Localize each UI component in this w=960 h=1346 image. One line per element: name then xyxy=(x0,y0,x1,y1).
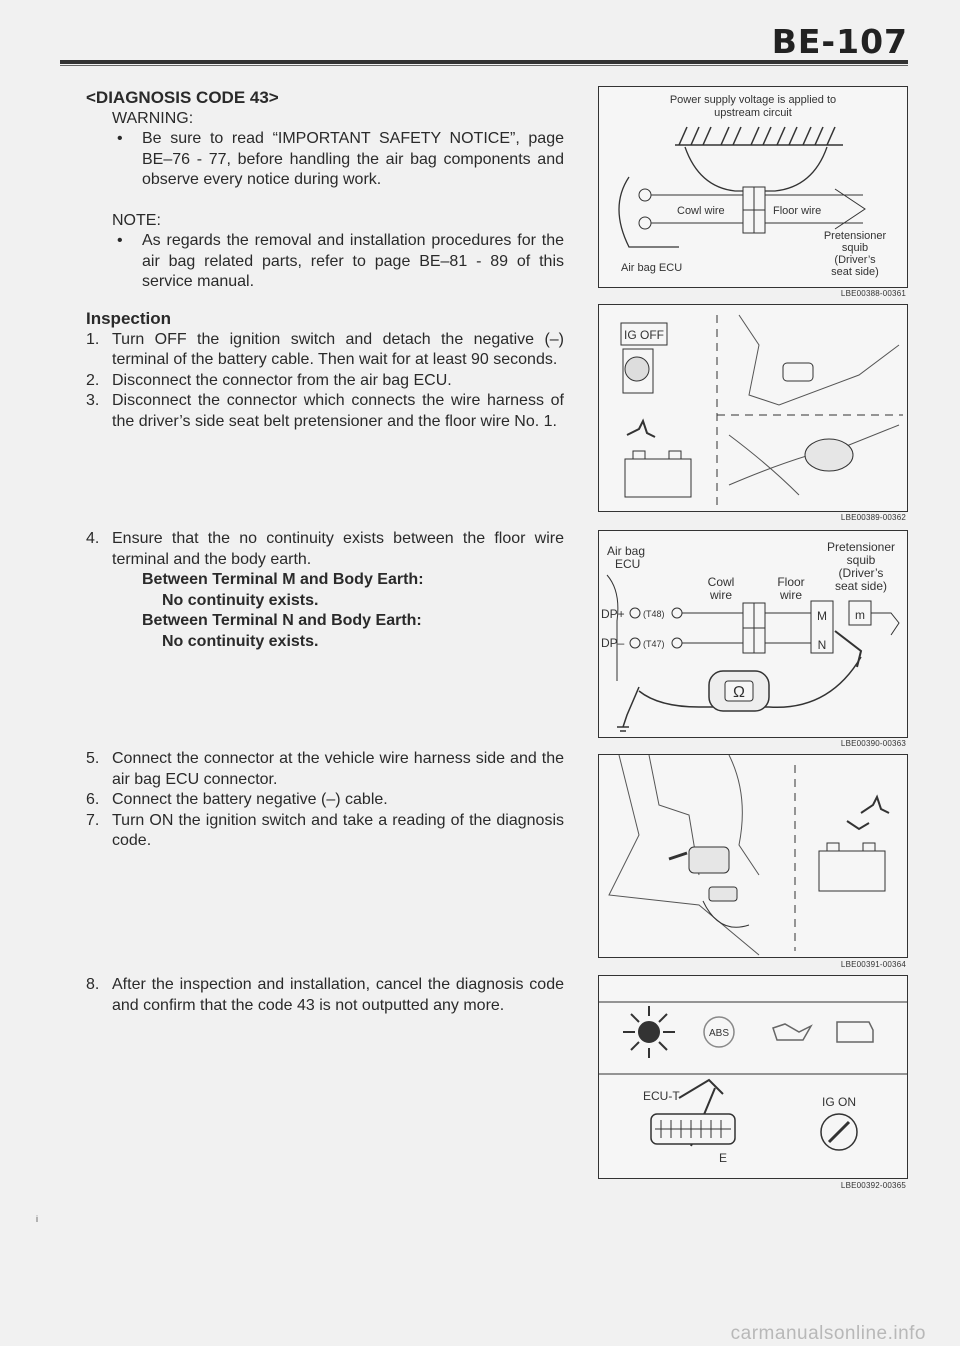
ecu-terminal-upper xyxy=(639,189,651,201)
circuit-overview-diagram xyxy=(599,87,907,287)
ig-off-label: IG OFF xyxy=(624,328,664,342)
figure-code-2: LBE00389-00362 xyxy=(840,513,906,522)
ig-on-illustration xyxy=(599,976,907,1178)
oil-lamp-icon xyxy=(773,1024,811,1040)
cowl-label-1: Cowl xyxy=(707,575,735,589)
ground-probe xyxy=(617,687,639,731)
ecu-outline xyxy=(619,177,679,247)
watermark[interactable]: carmanualsonline.info xyxy=(730,1323,926,1344)
upstream-wire-loop xyxy=(685,147,827,191)
connector-top xyxy=(783,363,813,381)
ohm-symbol: Ω xyxy=(733,684,745,701)
figure-code-3: LBE00390-00363 xyxy=(840,739,906,748)
inspection-section-d xyxy=(86,975,564,1016)
figure-circuit-overview xyxy=(598,86,908,288)
pret-label-3: (Driver’s xyxy=(838,566,884,580)
cowl-wire-label: Cowl wire xyxy=(677,205,725,217)
check-m-result: No continuity exists. xyxy=(162,591,319,609)
figure-code-4: LBE00391-00364 xyxy=(840,960,906,969)
connect-arrow xyxy=(669,853,687,859)
ig-off-illustration xyxy=(599,305,907,511)
pretensioner-label-4: seat side) xyxy=(831,266,879,278)
cable-icon-2 xyxy=(861,797,889,813)
pret-label-1: Pretensioner xyxy=(826,540,896,554)
header-rule xyxy=(60,60,908,66)
figure-code-5: LBE00392-00365 xyxy=(840,1181,906,1190)
pretensioner-label-2: squib xyxy=(841,242,869,254)
power-supply-label-line2: upstream circuit xyxy=(714,107,792,119)
reconnect-illustration xyxy=(599,755,907,957)
cowl-label-2: wire xyxy=(709,588,733,602)
figure-code-1: LBE00388-00361 xyxy=(840,289,906,298)
step-list-b xyxy=(86,529,564,570)
pretensioner-unit xyxy=(805,439,853,471)
terminal-n-label: N xyxy=(817,638,827,652)
step-list-a xyxy=(86,330,564,433)
airbag-ecu-label-1: Air bag xyxy=(607,544,646,558)
dp-plus-label: DP+ xyxy=(601,607,625,621)
figure-ig-on xyxy=(598,975,908,1179)
probe-lead xyxy=(835,631,861,667)
figure-ig-off xyxy=(598,304,908,512)
figure-continuity-check xyxy=(598,530,908,738)
page-number: BE-107 xyxy=(771,22,908,61)
step-1: 1. Turn OFF the ignition switch and detach the negative (–) terminal of the battery cable. Then wait for at least 90 seconds. xyxy=(86,330,564,368)
diagnosis-code-title: <DIAGNOSIS CODE 43> xyxy=(86,88,279,107)
step-8: 8. After the inspection and installation, cancel the diagnosis code and confirm that the code 43 is not outputted any more. xyxy=(86,976,564,1014)
inspection-section-c xyxy=(86,749,564,852)
pretensioner-label-1: Pretensioner xyxy=(823,230,887,242)
cable-icon xyxy=(627,421,655,437)
dp-minus-label: DP– xyxy=(601,636,625,650)
warning-label: WARNING: xyxy=(112,109,194,127)
ecu-terminal-lower xyxy=(639,217,651,229)
inspection-section-b xyxy=(86,529,564,652)
pret-label-4: seat side) xyxy=(834,579,888,593)
terminal-m-label: M xyxy=(817,609,827,623)
e-terminal-label: E xyxy=(719,1151,728,1165)
ecu-connector xyxy=(689,847,729,873)
air-bag-ecu-label: Air bag ECU xyxy=(621,262,683,274)
power-supply-label-line1: Power supply voltage is applied to xyxy=(669,94,837,106)
airbag-warning-lamp-icon xyxy=(623,1006,675,1058)
check-n-result: No continuity exists. xyxy=(162,632,319,650)
check-n-between: Between Terminal N and Body Earth: xyxy=(142,612,422,629)
step-7: 7. Turn ON the ignition switch and take a reading of the diagnosis code. xyxy=(86,811,564,849)
ig-on-label: IG ON xyxy=(821,1095,857,1109)
t48-label: (T48) xyxy=(643,609,665,619)
pretensioner-label-3: (Driver’s xyxy=(834,254,876,266)
step-list-d xyxy=(86,975,564,1016)
check-m-between: Between Terminal M and Body Earth: xyxy=(142,571,424,588)
inspection-title: Inspection xyxy=(86,309,172,328)
floor-label-1: Floor xyxy=(777,575,805,589)
note-label: NOTE: xyxy=(112,211,161,229)
battery-icon xyxy=(625,459,691,497)
step-2: 2. Disconnect the connector from the air bag ECU. xyxy=(86,371,452,389)
ecu-t-label: ECU-T xyxy=(643,1089,680,1103)
warning-text: • Be sure to read “IMPORTANT SAFETY NOTICE”, page BE–76 - 77, before handling the air bag components and observe every notice during work. xyxy=(86,129,564,191)
abs-lamp-icon xyxy=(704,1017,734,1047)
airbag-ecu-label-2: ECU xyxy=(615,557,641,571)
floor-wire-label: Floor wire xyxy=(773,205,822,217)
step-6: 6. Connect the battery negative (–) cable. xyxy=(86,791,388,808)
inspection-section-a xyxy=(86,309,564,432)
diagnosis-section xyxy=(86,88,564,293)
hatch-marks xyxy=(675,127,843,145)
step-4: 4. Ensure that the no continuity exists between the floor wire terminal and the body earth. xyxy=(86,530,564,568)
continuity-check-diagram xyxy=(599,531,907,737)
note-text: • As regards the removal and installation procedures for the air bag related parts, refer to page BE–81 - 89 of this service manual. xyxy=(86,231,564,293)
footer-mark: i xyxy=(36,1214,38,1224)
terminal-m-lower-label: m xyxy=(855,608,865,622)
battery-icon-2 xyxy=(819,851,885,891)
floor-label-2: wire xyxy=(779,588,803,602)
ignition-key-icon xyxy=(625,357,649,381)
step-5: 5. Connect the connector at the vehicle wire harness side and the air bag ECU connector. xyxy=(86,750,564,788)
step-3: 3. Disconnect the connector which connects the wire harness of the driver’s side seat belt pretensioner and the floor wire No. 1. xyxy=(86,392,564,430)
seat-rail-top xyxy=(739,315,899,405)
abs-label: ABS xyxy=(708,1028,730,1039)
figure-reconnect xyxy=(598,754,908,958)
t47-label: (T47) xyxy=(643,639,665,649)
engine-lamp-icon xyxy=(837,1022,873,1042)
step-list-c xyxy=(86,749,564,852)
pret-label-2: squib xyxy=(846,553,876,567)
